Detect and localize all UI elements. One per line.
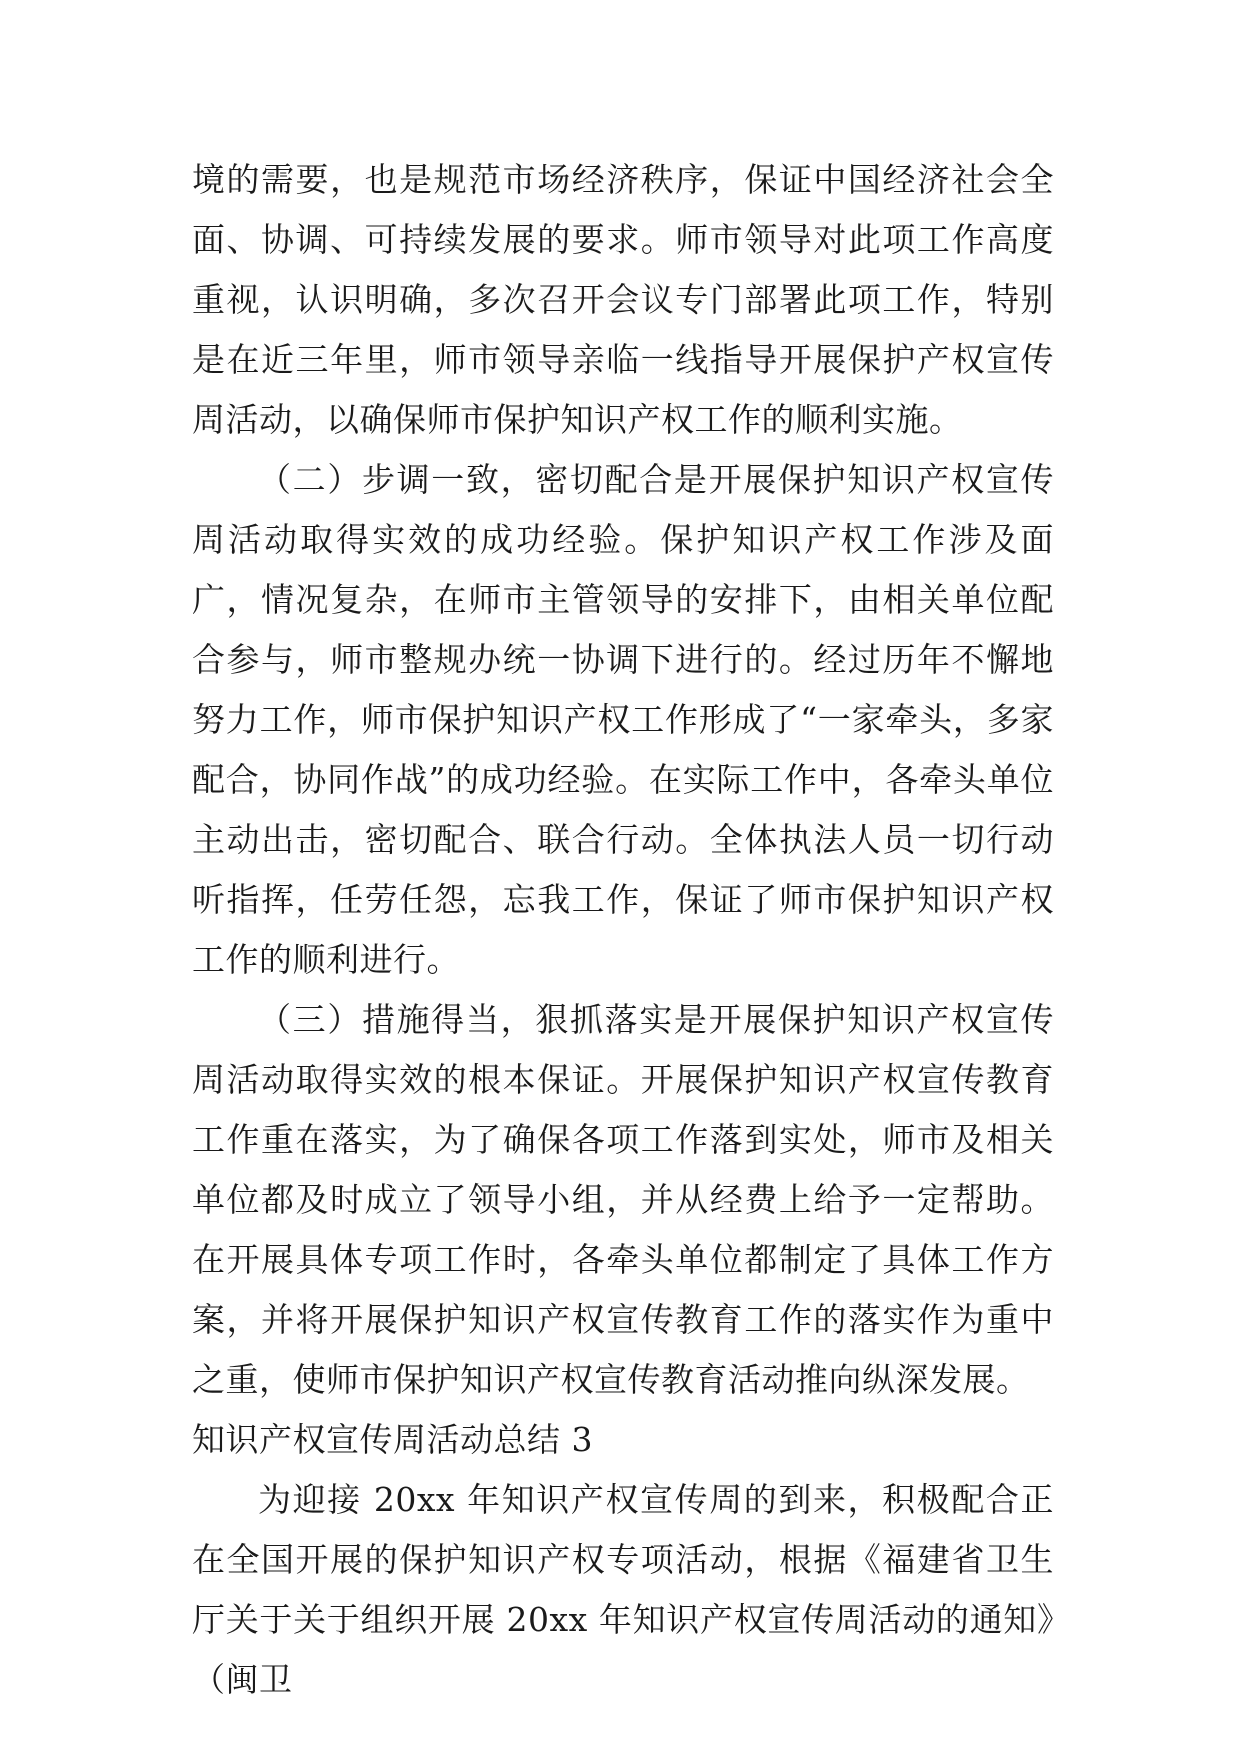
- paragraph-continuation: 境的需要，也是规范市场经济秩序，保证中国经济社会全面、协调、可持续发展的要求。师市领导对此项工作高度重视，认识明确，多次召开会议专门部署此项工作，特别是在近三年里，师市领导亲临一线指导开展保护产权宣传周活动，以确保师市保护知识产权工作的顺利实施。: [192, 160, 1054, 439]
- paragraph-intro: 为迎接 20xx 年知识产权宣传周的到来，积极配合正在全国开展的保护知识产权专项活动，根据《福建省卫生厅关于关于组织开展 20xx 年知识产权宣传周活动的通知》（闽卫: [192, 1480, 1054, 1699]
- section-title: 知识产权宣传周活动总结 3: [192, 1420, 593, 1459]
- document-body: [192, 150, 1054, 1710]
- paragraph-section-three: （三）措施得当，狠抓落实是开展保护知识产权宣传周活动取得实效的根本保证。开展保护知识产权宣传教育工作重在落实，为了确保各项工作落到实处，师市及相关单位都及时成立了领导小组，并从经费上给予一定帮助。在开展具体专项工作时，各牵头单位都制定了具体工作方案，并将开展保护知识产权宣传教育工作的落实作为重中之重，使师市保护知识产权宣传教育活动推向纵深发展。: [192, 1000, 1054, 1399]
- paragraph-section-two: （二）步调一致，密切配合是开展保护知识产权宣传周活动取得实效的成功经验。保护知识产权工作涉及面广，情况复杂，在师市主管领导的安排下，由相关单位配合参与，师市整规办统一协调下进行的。经过历年不懈地努力工作，师市保护知识产权工作形成了“一家牵头，多家配合，协同作战”的成功经验。在实际工作中，各牵头单位主动出击，密切配合、联合行动。全体执法人员一切行动听指挥，任劳任怨，忘我工作，保证了师市保护知识产权工作的顺利进行。: [192, 460, 1054, 979]
